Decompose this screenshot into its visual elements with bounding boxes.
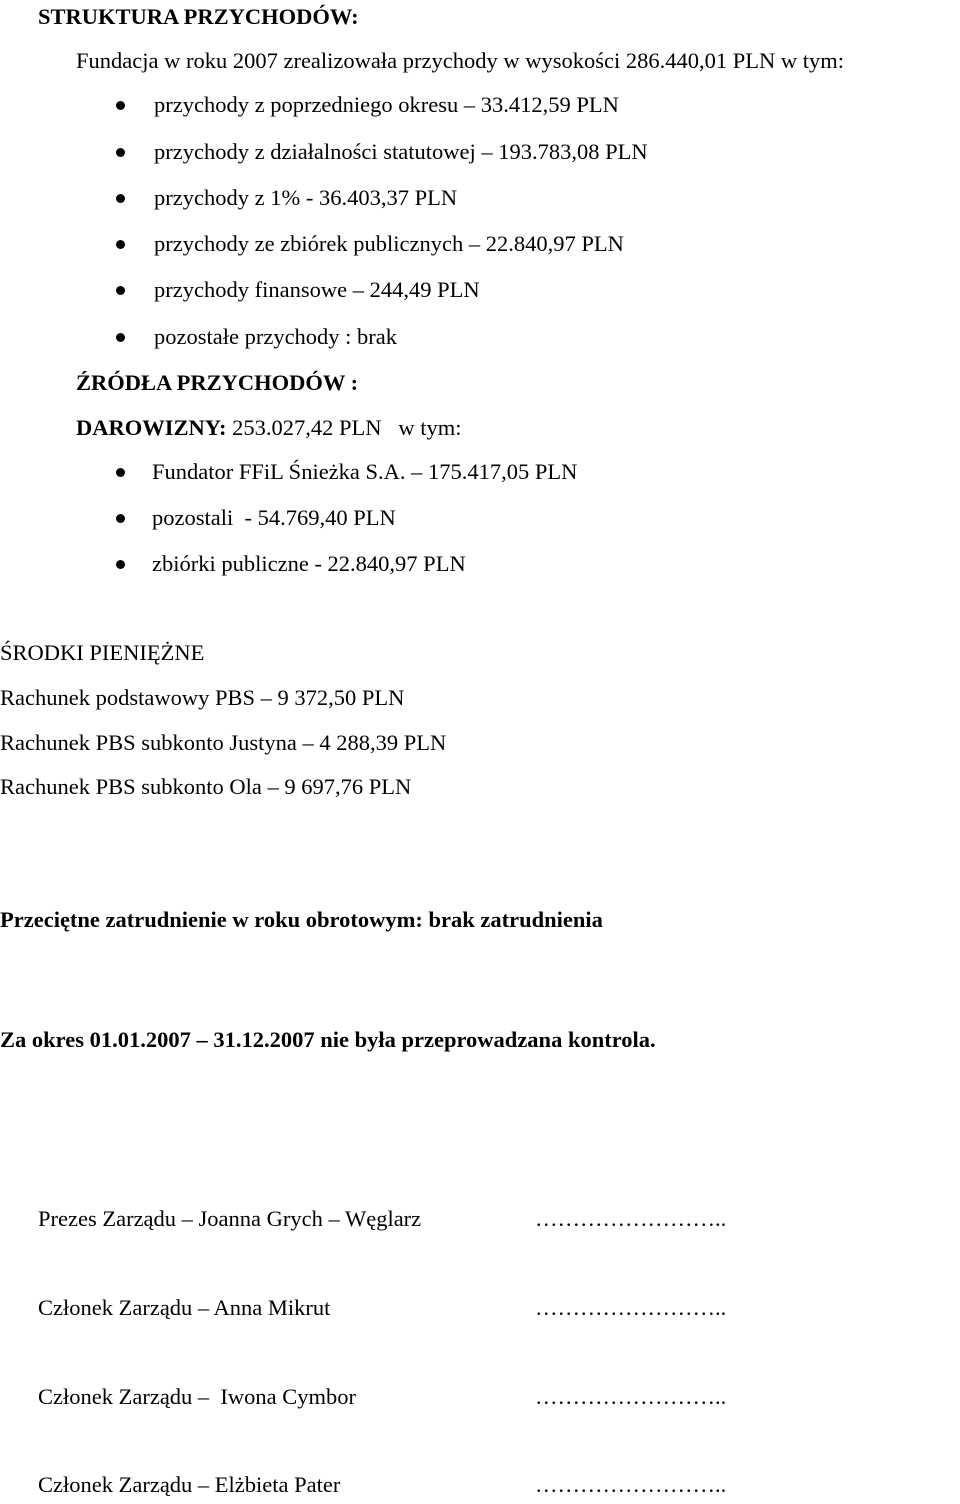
bullet-icon	[116, 560, 125, 569]
bullet-icon	[116, 101, 125, 110]
source-item: Fundator FFiL Śnieżka S.A. – 175.417,05 PLN	[152, 459, 578, 484]
signature-line: ……………………..	[535, 1384, 727, 1409]
revenue-item: przychody z działalności statutowej – 193.783,08 PLN	[154, 139, 648, 164]
bullet-icon	[116, 240, 125, 249]
bullet-icon	[116, 194, 125, 203]
employment-statement: Przeciętne zatrudnienie w roku obrotowym: brak zatrudnienia	[0, 907, 603, 932]
source-item: zbiórki publiczne - 22.840,97 PLN	[152, 551, 466, 576]
signature-line: ……………………..	[535, 1295, 727, 1320]
sources-heading: ŹRÓDŁA PRZYCHODÓW :	[76, 370, 359, 395]
revenue-item: przychody z poprzedniego okresu – 33.412,59 PLN	[154, 92, 619, 117]
revenue-heading: STRUKTURA PRZYCHODÓW:	[38, 4, 359, 29]
bullet-icon	[116, 148, 125, 157]
inspection-statement: Za okres 01.01.2007 – 31.12.2007 nie była przeprowadzana kontrola.	[0, 1027, 656, 1052]
revenue-item: przychody ze zbiórek publicznych – 22.840,97 PLN	[154, 231, 624, 256]
signature-line: ……………………..	[535, 1206, 727, 1231]
donations-value: 253.027,42 PLN w tym:	[232, 415, 462, 440]
signature-line: ……………………..	[535, 1472, 727, 1497]
donations-line	[76, 417, 461, 440]
cash-heading: ŚRODKI PIENIĘŻNE	[0, 640, 205, 665]
cash-line: Rachunek PBS subkonto Ola – 9 697,76 PLN	[0, 774, 412, 799]
donations-label: DAROWIZNY:	[76, 415, 227, 440]
cash-line: Rachunek PBS subkonto Justyna – 4 288,39 PLN	[0, 730, 447, 755]
signature-role: Prezes Zarządu – Joanna Grych – Węglarz	[38, 1206, 422, 1231]
revenue-intro: Fundacja w roku 2007 zrealizowała przychody w wysokości 286.440,01 PLN w tym:	[76, 48, 844, 73]
bullet-icon	[116, 333, 125, 342]
source-item: pozostali - 54.769,40 PLN	[152, 505, 396, 530]
bullet-icon	[116, 468, 125, 477]
signature-role: Członek Zarządu – Elżbieta Pater	[38, 1472, 341, 1497]
revenue-item: przychody finansowe – 244,49 PLN	[154, 277, 480, 302]
revenue-item: przychody z 1% - 36.403,37 PLN	[154, 185, 458, 210]
bullet-icon	[116, 286, 125, 295]
bullet-icon	[116, 514, 125, 523]
cash-line: Rachunek podstawowy PBS – 9 372,50 PLN	[0, 685, 405, 710]
signature-role: Członek Zarządu – Anna Mikrut	[38, 1295, 331, 1320]
revenue-item: pozostałe przychody : brak	[154, 324, 398, 349]
signature-role: Członek Zarządu – Iwona Cymbor	[38, 1384, 357, 1409]
